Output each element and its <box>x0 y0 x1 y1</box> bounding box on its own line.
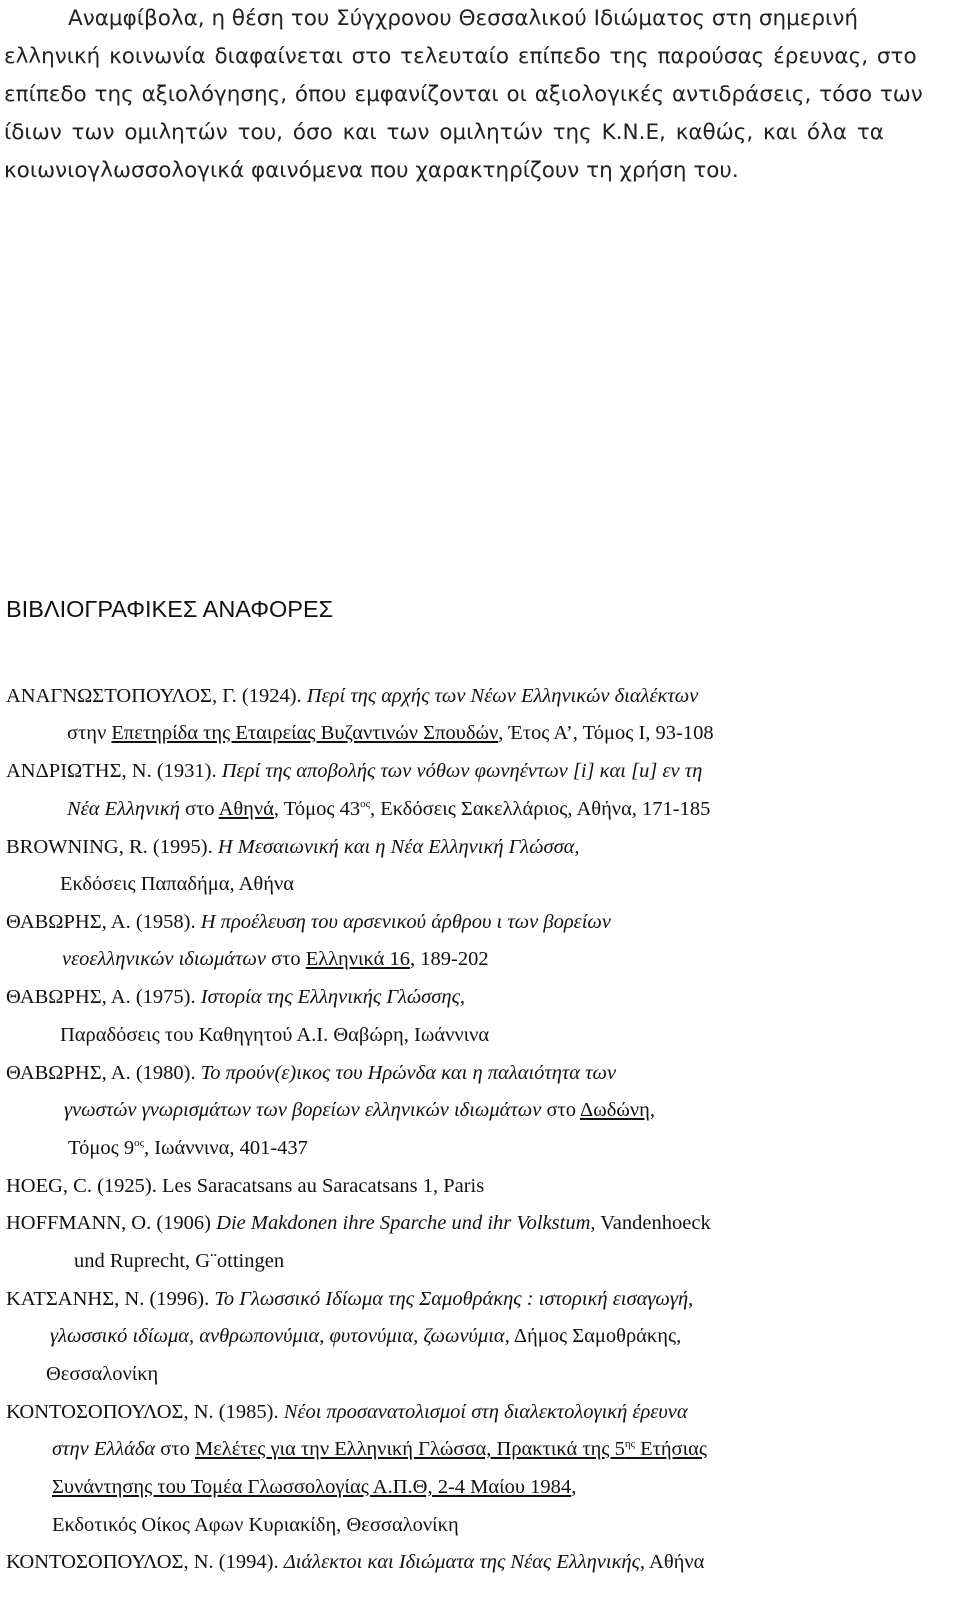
reference-entry: ΑΝΑΓΝΩΣΤΟΠΟΥΛΟΣ, Γ. (1924). Περί της αρχής των Νέων Ελληνικών διαλέκτων <box>6 685 699 707</box>
reference-entry: ΚΑΤΣΑΝΗΣ, Ν. (1996). Το Γλωσσικό Ιδίωμα της Σαμοθράκης : ιστορική εισαγωγή, <box>6 1288 694 1310</box>
reference-continuation: στην Επετηρίδα της Εταιρείας Βυζαντινών Σπουδών, Έτος Α’, Τόμος Ι, 93-108 <box>67 722 714 744</box>
paragraph-line: ίδιων των ομιλητών του, όσο και των ομιλητών της Κ.Ν.Ε, καθώς, και όλα τα <box>4 120 884 145</box>
reference-entry: HOEG, C. (1925). Les Saracatsans au Saracatsans 1, Paris <box>6 1175 485 1197</box>
reference-continuation: Θεσσαλονίκη <box>46 1363 159 1385</box>
section-heading: ΒΙΒΛΙΟΓΡΑΦΙΚΕΣ ΑΝΑΦΟΡΕΣ <box>6 596 334 622</box>
reference-continuation: γλωσσικό ιδίωμα, ανθρωπονύμια, φυτονύμια, ζωωνύμια, Δήμος Σαμοθράκης, <box>50 1325 682 1347</box>
reference-entry: ΚΟΝΤΟΣΟΠΟΥΛΟΣ, Ν. (1994). Διάλεκτοι και Ιδιώματα της Νέας Ελληνικής, Αθήνα <box>6 1551 705 1573</box>
reference-continuation: Νέα Ελληνική στο Αθηνά, Τόμος $43^{o\varsigma}$, Εκδόσεις Σακελλάριος, Αθήνα, 171-185 <box>67 798 711 820</box>
reference-entry: ΘΑΒΩΡΗΣ, Α. (1980). Το πρoύν(ε)ικος του Ηρώνδα και η παλαιότητα των <box>6 1062 617 1084</box>
paragraph-line: Αναμφίβολα, η θέση του Σύγχρονου Θεσσαλικού Ιδιώματος στη σημερινή <box>68 6 858 31</box>
paragraph-line: κοιωνιογλωσσολογικά φαινόμενα που χαρακτηρίζουν τη χρήση του. <box>4 158 739 183</box>
reference-entry: ΑΝΔΡΙΩΤΗΣ, Ν. (1931). Περί της αποβολής των νόθων φωνηέντων [i] και [u] εν τη <box>6 760 703 782</box>
reference-continuation: und Ruprecht, G¨ottingen <box>74 1250 285 1272</box>
reference-continuation: Παραδόσεις του Καθηγητού Α.Ι. Θαβώρη, Ιωάννινα <box>60 1024 490 1046</box>
reference-continuation: Τόμος $9^{o\varsigma}$, Ιωάννινα, 401-437 <box>68 1137 308 1159</box>
reference-continuation: Εκδοτικός Οίκος Αφων Κυριακίδη, Θεσσαλονίκη <box>52 1514 459 1536</box>
paragraph-line: ελληνική κοινωνία διαφαίνεται στο τελευταίο επίπεδο της παρούσας έρευνας, στο <box>4 44 917 69</box>
reference-entry: BROWNING, R. (1995). Η Μεσαιωνική και η Νέα Ελληνική Γλώσσα, <box>6 836 580 858</box>
reference-continuation: γνωστών γνωρισμάτων των βορείων ελληνικών ιδιωμάτων στο Δωδώνη, <box>64 1099 655 1121</box>
reference-continuation: στην Ελλάδα στο Μελέτες για την Ελληνική Γλώσσα, Πρακτικά της $5^{\eta\varsigma}$ Ετήσιας <box>52 1438 707 1460</box>
reference-continuation: Συνάντησης του Τομέα Γλωσσολογίας Α.Π.Θ, 2-4 Μαίου 1984, <box>52 1476 577 1498</box>
reference-entry: ΘΑΒΩΡΗΣ, Α. (1958). Η προέλευση του αρσενικού άρθρου ι των βορείων <box>6 911 612 933</box>
venue-link: Μελέτες για την Ελληνική Γλώσσα, Πρακτικά της $5^{\eta\varsigma}$ Ετήσιας <box>194 1438 707 1460</box>
reference-continuation: Εκδόσεις Παπαδήμα, Αθήνα <box>60 873 294 895</box>
reference-entry: ΘΑΒΩΡΗΣ, Α. (1975). Ιστορία της Ελληνικής Γλώσσης, <box>6 986 466 1008</box>
reference-entry: HOFFMANN, O. (1906) Die Makdonen ihre Sparche und ihr Volkstum, Vandenhoeck <box>6 1212 711 1234</box>
reference-continuation: νεοελληνικών ιδιωμάτων στο Ελληνικά 16, 189-202 <box>62 948 489 970</box>
paragraph-line: επίπεδο της αξιολόγησης, όπου εμφανίζονται οι αξιολογικές αντιδράσεις, τόσο των <box>4 82 923 107</box>
reference-entry: ΚΟΝΤΟΣΟΠΟΥΛΟΣ, Ν. (1985). Νέοι προσανατολισμοί στη διαλεκτολογική έρευνα <box>6 1401 688 1423</box>
